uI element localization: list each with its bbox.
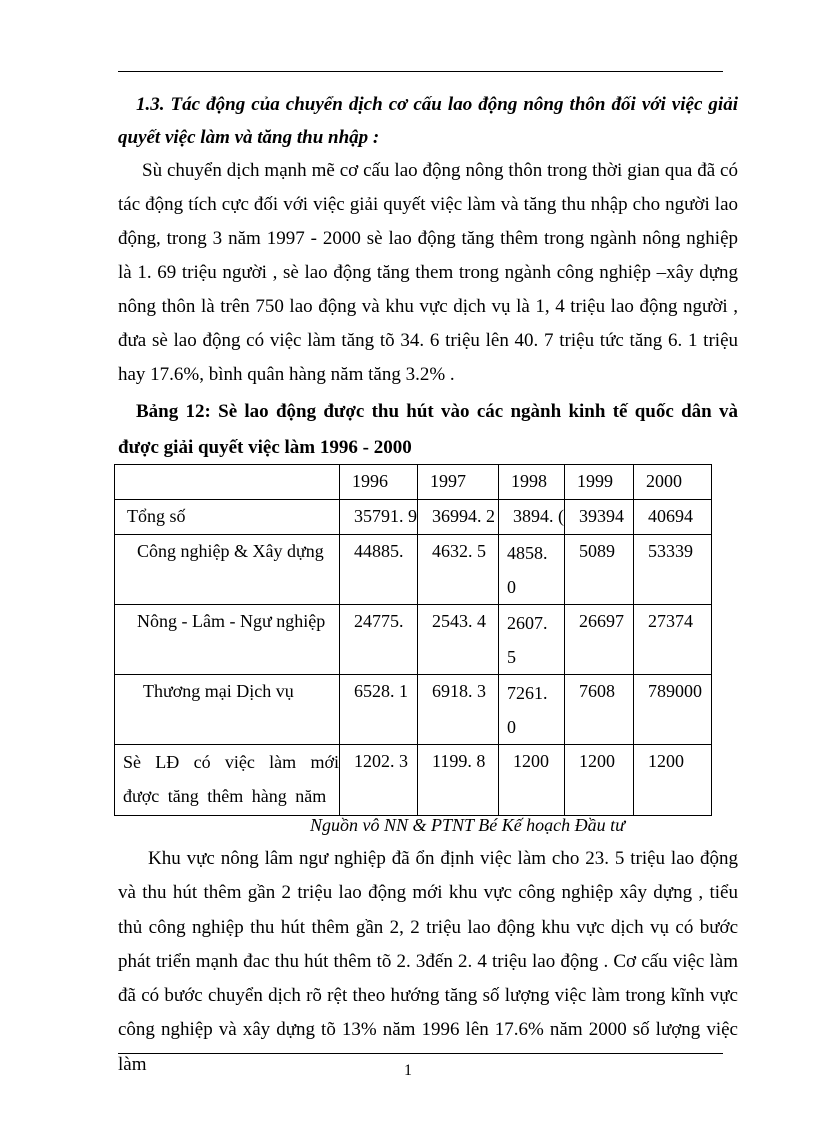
footer-rule	[118, 1053, 723, 1054]
value-cell: 5089	[565, 535, 634, 605]
row-label: Thương mại Dịch vụ	[115, 675, 340, 745]
value-cell: 3894. (	[499, 500, 565, 535]
paragraph-employment: Khu vực nông lâm ngư nghiệp đã ổn định việc làm cho 23. 5 triệu lao động và thu hút thêm gần 2 triệu lao động mới khu vực công nghiệp xây dựng , tiểu thủ công nghiệp thu hút thêm gần 2, 2 triệu lao động khu vực dịch vụ có bước phát triển mạnh đac thu hút thêm tõ 2. 3đến 2. 4 triệu lao động . Cơ cấu việc làm đã có bước chuyển dịch rõ rệt theo hướng tăng số lượng việc làm trong kĩnh vực công nghiệp và xây dựng tõ 13% năm 1996 lên 17.6% năm 2000 số lượng việc làm	[118, 848, 738, 1075]
value-cell: 4858. 0	[499, 535, 565, 605]
table-row-agriculture	[115, 605, 712, 675]
value-cell: 53339	[634, 535, 712, 605]
value-cell: 7261. 0	[499, 675, 565, 745]
header-year-cell: 1999	[565, 465, 634, 500]
value-cell: 24775.	[340, 605, 418, 675]
table-row-services	[115, 675, 712, 745]
row-label: Nông - Lâm - Ngư nghiệp	[115, 605, 340, 675]
value-cell: 27374	[634, 605, 712, 675]
value-cell: 1200	[634, 745, 712, 816]
header-year-cell: 1997	[418, 465, 499, 500]
value-cell: 1200	[565, 745, 634, 816]
section-heading: 1.3. Tác động của chuyển dịch cơ cấu lao động nông thôn đối với việc giải quyết việc làm và tăng thu nhập :	[118, 94, 738, 148]
value-cell: 26697	[565, 605, 634, 675]
table-row-total	[115, 500, 712, 535]
value-cell: 44885.	[340, 535, 418, 605]
value-cell: 40694	[634, 500, 712, 535]
value-cell: 2543. 4	[418, 605, 499, 675]
table-row-new-jobs	[115, 745, 712, 816]
labor-table	[114, 464, 712, 816]
value-cell: 1202. 3	[340, 745, 418, 816]
value-cell: 35791. 9	[340, 500, 418, 535]
table-source-note: Nguồn vô NN & PTNT Bé Kế hoạch Đầu tư	[310, 815, 625, 835]
paragraph-intro: Sù chuyển dịch mạnh mẽ cơ cấu lao động nông thôn trong thời gian qua đã có tác động tích cực đối với việc giải quyết việc làm và tăng thu nhập cho người lao động, trong 3 năm 1997 - 2000 sè lao động tăng thêm trong ngành nông nghiệp là 1. 69 triệu người , sè lao động tăng them trong ngành công nghiệp –xây dựng nông thôn là trên 750 lao động và khu vực dịch vụ là 1, 4 triệu lao động người , đưa sè lao động có việc làm tăng tõ 34. 6 triệu lên 40. 7 triệu tức tăng 6. 1 triệu hay 17.6%, bình quân hàng năm tăng 3.2% .	[118, 160, 738, 385]
table-header-row	[115, 465, 712, 500]
value-cell: 7608	[565, 675, 634, 745]
value-cell: 789000	[634, 675, 712, 745]
header-empty-cell	[115, 465, 340, 500]
header-year-cell: 1996	[340, 465, 418, 500]
value-cell: 6918. 3	[418, 675, 499, 745]
value-cell: 39394	[565, 500, 634, 535]
header-rule	[118, 71, 723, 72]
value-cell: 6528. 1	[340, 675, 418, 745]
header-year-cell: 1998	[499, 465, 565, 500]
page-number: 1	[404, 1062, 412, 1079]
row-label: Tổng số	[115, 500, 340, 535]
value-cell: 36994. 2	[418, 500, 499, 535]
row-label: Công nghiệp & Xây dựng	[115, 535, 340, 605]
table-caption: Bảng 12: Sè lao động được thu hút vào các ngành kinh tế quốc dân và được giải quyết việc làm 1996 - 2000	[118, 401, 738, 458]
row-label: Sè LĐ có việc làm mới được tăng thêm hàng năm	[115, 745, 340, 816]
value-cell: 1199. 8	[418, 745, 499, 816]
header-year-cell: 2000	[634, 465, 712, 500]
value-cell: 1200	[499, 745, 565, 816]
value-cell: 2607. 5	[499, 605, 565, 675]
table-row-industry	[115, 535, 712, 605]
value-cell: 4632. 5	[418, 535, 499, 605]
